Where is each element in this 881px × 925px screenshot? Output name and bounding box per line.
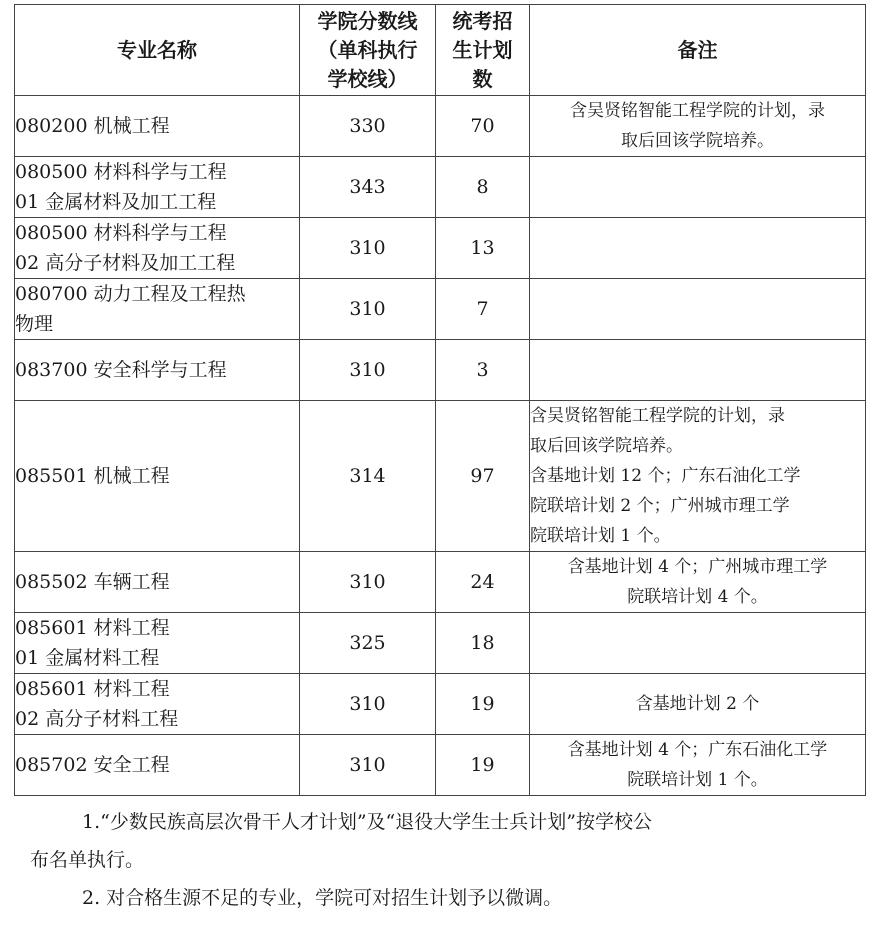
major-line: 083700 安全科学与工程	[15, 359, 227, 381]
note-line: 含吴贤铭智能工程学院的计划，录	[530, 406, 785, 426]
header-plan-line-3: 数	[472, 66, 493, 91]
header-score-line-2: （单科执行	[317, 37, 418, 62]
header-enrollment-plan	[436, 5, 530, 96]
major-cell	[15, 552, 300, 613]
major-cell	[15, 279, 300, 340]
major-line: 02 高分子材料及加工工程	[15, 252, 236, 274]
major-line: 085601 材料工程	[15, 678, 170, 700]
note-cell	[530, 279, 866, 340]
plan-cell: 70	[436, 96, 530, 157]
plan-cell: 97	[436, 401, 530, 552]
note-cell	[530, 96, 866, 157]
note-line: 含吴贤铭智能工程学院的计划，录	[570, 101, 825, 121]
footnote-2: 2. 对合格生源不足的专业，学院可对招生计划予以微调。	[82, 887, 563, 909]
note-line: 院联培计划 2 个；广州城市理工学	[530, 496, 790, 516]
major-line: 080700 动力工程及工程热	[15, 283, 246, 305]
note-line: 院联培计划 1 个。	[530, 526, 671, 546]
major-cell	[15, 96, 300, 157]
plan-cell: 19	[436, 674, 530, 735]
major-line: 01 金属材料及加工工程	[15, 191, 217, 213]
header-score-line-1: 学院分数线	[317, 8, 418, 33]
admission-plan-table	[14, 4, 866, 796]
note-cell	[530, 401, 866, 552]
plan-cell: 19	[436, 735, 530, 796]
note-line: 含基地计划 4 个；广州城市理工学	[567, 557, 828, 577]
table-row	[15, 157, 866, 218]
note-cell	[530, 674, 866, 735]
footnotes	[30, 803, 850, 917]
note-line: 含基地计划 2 个	[635, 694, 760, 714]
plan-cell: 3	[436, 340, 530, 401]
major-line: 物理	[15, 313, 54, 335]
table-row	[15, 218, 866, 279]
table-row	[15, 613, 866, 674]
footnote-1-continuation: 布名单执行。	[30, 849, 145, 871]
major-line: 085502 车辆工程	[15, 571, 170, 593]
major-line: 01 金属材料工程	[15, 647, 160, 669]
table-header-row	[15, 5, 866, 96]
table-row	[15, 340, 866, 401]
score-cell: 314	[300, 401, 436, 552]
table-row	[15, 279, 866, 340]
major-line: 02 高分子材料工程	[15, 708, 179, 730]
major-cell	[15, 218, 300, 279]
major-line: 080500 材料科学与工程	[15, 161, 227, 183]
major-line: 085501 机械工程	[15, 465, 170, 487]
note-line: 取后回该学院培养。	[621, 131, 774, 151]
major-cell	[15, 735, 300, 796]
header-plan-line-1: 统考招	[452, 8, 513, 33]
score-cell: 310	[300, 552, 436, 613]
major-cell	[15, 340, 300, 401]
score-cell: 310	[300, 218, 436, 279]
note-line: 含基地计划 12 个；广东石油化工学	[530, 466, 801, 486]
score-cell: 310	[300, 279, 436, 340]
score-cell: 310	[300, 735, 436, 796]
note-line: 含基地计划 4 个；广东石油化工学	[567, 740, 828, 760]
table-row	[15, 552, 866, 613]
score-cell: 310	[300, 674, 436, 735]
plan-cell: 8	[436, 157, 530, 218]
major-line: 085601 材料工程	[15, 617, 170, 639]
note-line: 院联培计划 4 个。	[627, 587, 768, 607]
major-cell	[15, 157, 300, 218]
note-line: 院联培计划 1 个。	[627, 770, 768, 790]
header-college-score-line	[300, 5, 436, 96]
note-cell	[530, 735, 866, 796]
note-cell	[530, 218, 866, 279]
plan-cell: 24	[436, 552, 530, 613]
major-cell	[15, 401, 300, 552]
major-line: 080500 材料科学与工程	[15, 222, 227, 244]
score-cell: 310	[300, 340, 436, 401]
note-cell	[530, 157, 866, 218]
plan-cell: 7	[436, 279, 530, 340]
footnote-1: 1.“少数民族高层次骨干人才计划”及“退役大学生士兵计划”按学校公	[82, 811, 652, 833]
header-major-name: 专业名称	[15, 5, 300, 96]
note-cell	[530, 552, 866, 613]
table-row	[15, 674, 866, 735]
table-row	[15, 735, 866, 796]
note-cell	[530, 613, 866, 674]
major-cell	[15, 674, 300, 735]
score-cell: 330	[300, 96, 436, 157]
plan-cell: 18	[436, 613, 530, 674]
table-row	[15, 96, 866, 157]
note-line: 取后回该学院培养。	[530, 436, 683, 456]
major-line: 085702 安全工程	[15, 754, 170, 776]
table-row	[15, 401, 866, 552]
header-plan-line-2: 生计划	[452, 37, 513, 62]
header-score-line-3: 学校线）	[327, 66, 408, 91]
note-cell	[530, 340, 866, 401]
score-cell: 325	[300, 613, 436, 674]
plan-cell: 13	[436, 218, 530, 279]
major-line: 080200 机械工程	[15, 115, 170, 137]
header-remarks: 备注	[530, 5, 866, 96]
score-cell: 343	[300, 157, 436, 218]
major-cell	[15, 613, 300, 674]
